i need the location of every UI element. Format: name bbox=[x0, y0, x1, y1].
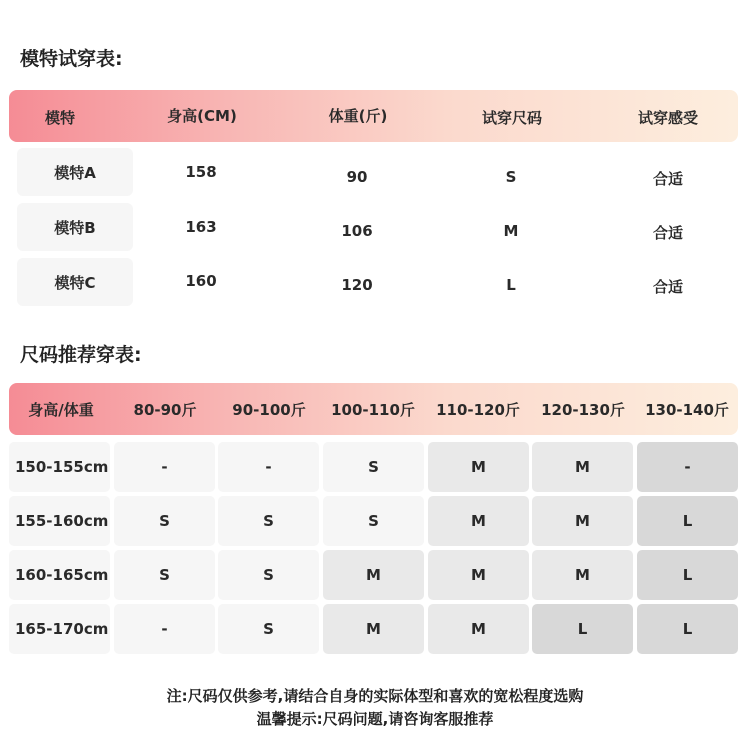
section-title-size-recommend: 尺码推荐穿表: bbox=[20, 344, 142, 366]
size-cell: S bbox=[218, 550, 319, 600]
size-cell: M bbox=[532, 550, 633, 600]
header-feel: 试穿感受 bbox=[637, 109, 699, 127]
header-height: 身高(CM) bbox=[167, 107, 237, 125]
size-cell: M bbox=[428, 496, 529, 546]
size-cell: M bbox=[323, 550, 424, 600]
model-height: 163 bbox=[185, 218, 217, 236]
section-title-model-fit: 模特试穿表: bbox=[20, 48, 123, 70]
header-weight: 体重(斤) bbox=[328, 107, 388, 125]
model-label: 模特A bbox=[17, 148, 133, 196]
header-size: 试穿尺码 bbox=[481, 109, 543, 127]
header-weight-range: 90-100斤 bbox=[232, 401, 306, 419]
size-cell: S bbox=[323, 442, 424, 492]
size-cell: L bbox=[637, 550, 738, 600]
size-cell: L bbox=[637, 496, 738, 546]
header-model: 模特 bbox=[44, 109, 76, 127]
model-height: 158 bbox=[185, 163, 217, 181]
size-cell: M bbox=[532, 442, 633, 492]
header-height-weight: 身高/体重 bbox=[28, 401, 94, 419]
model-label: 模特C bbox=[17, 258, 133, 306]
size-row-label: 165-170cm bbox=[9, 604, 110, 654]
model-height: 160 bbox=[185, 272, 217, 290]
size-cell: S bbox=[114, 496, 215, 546]
model-feel: 合适 bbox=[652, 170, 684, 188]
size-cell: M bbox=[428, 604, 529, 654]
model-feel: 合适 bbox=[652, 224, 684, 242]
header-weight-range: 100-110斤 bbox=[331, 401, 415, 419]
header-weight-range: 120-130斤 bbox=[541, 401, 625, 419]
header-weight-range: 80-90斤 bbox=[133, 401, 197, 419]
size-cell: - bbox=[114, 604, 215, 654]
size-cell: - bbox=[637, 442, 738, 492]
model-label: 模特B bbox=[17, 203, 133, 251]
size-tip: 温馨提示:尺码问题,请咨询客服推荐 bbox=[256, 710, 494, 728]
model-size: M bbox=[503, 222, 519, 240]
size-cell: S bbox=[218, 496, 319, 546]
size-note: 注:尺码仅供参考,请结合自身的实际体型和喜欢的宽松程度选购 bbox=[166, 687, 584, 705]
model-weight: 120 bbox=[341, 276, 373, 294]
model-feel: 合适 bbox=[652, 278, 684, 296]
size-cell: - bbox=[218, 442, 319, 492]
size-cell: S bbox=[323, 496, 424, 546]
header-weight-range: 110-120斤 bbox=[436, 401, 520, 419]
model-weight: 90 bbox=[346, 168, 368, 186]
size-cell: L bbox=[637, 604, 738, 654]
size-cell: M bbox=[428, 550, 529, 600]
model-fit-header-bar bbox=[9, 90, 738, 142]
size-cell: M bbox=[428, 442, 529, 492]
size-recommend-header-bar bbox=[9, 383, 738, 435]
size-cell: - bbox=[114, 442, 215, 492]
size-cell: M bbox=[323, 604, 424, 654]
size-row-label: 150-155cm bbox=[9, 442, 110, 492]
model-size: L bbox=[506, 276, 516, 294]
model-size: S bbox=[505, 168, 517, 186]
size-cell: L bbox=[532, 604, 633, 654]
size-row-label: 155-160cm bbox=[9, 496, 110, 546]
size-row-label: 160-165cm bbox=[9, 550, 110, 600]
size-cell: M bbox=[532, 496, 633, 546]
size-cell: S bbox=[114, 550, 215, 600]
size-cell: S bbox=[218, 604, 319, 654]
model-weight: 106 bbox=[341, 222, 373, 240]
header-weight-range: 130-140斤 bbox=[645, 401, 729, 419]
